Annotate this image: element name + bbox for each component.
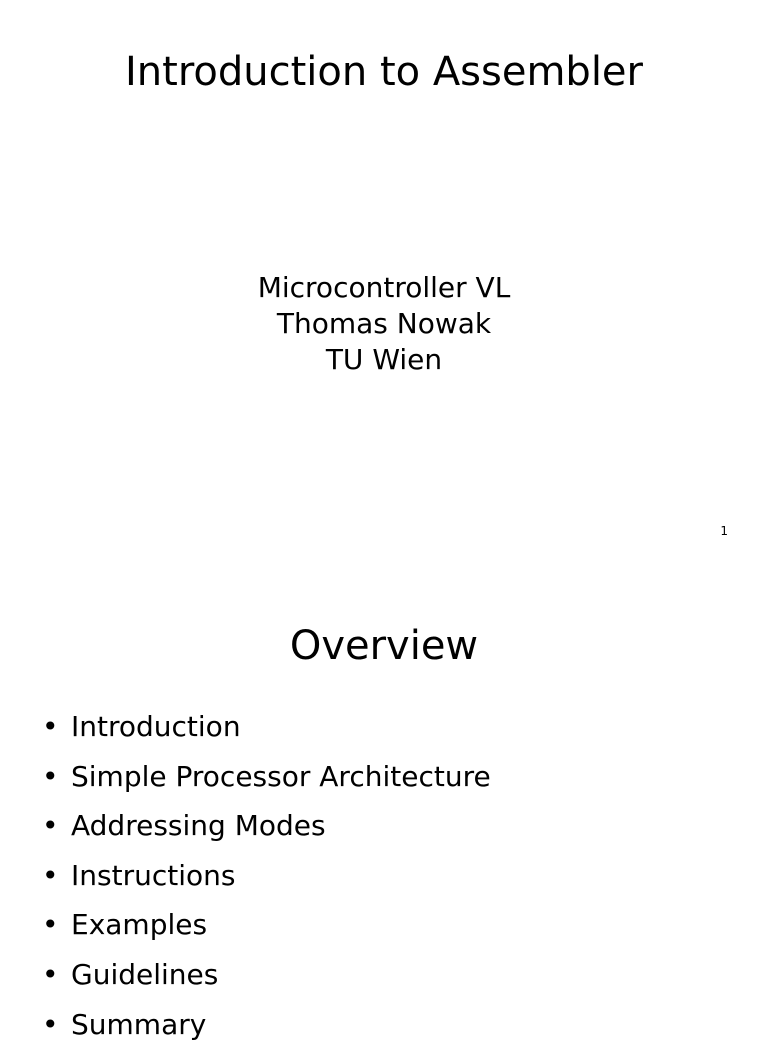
- slide-subtitle: [0, 270, 768, 378]
- bullet-text: Addressing Modes: [71, 809, 326, 843]
- slide-overview: [0, 576, 768, 1041]
- bullet-icon: •: [42, 710, 59, 743]
- bullet-icon: •: [42, 908, 59, 942]
- list-item: [42, 900, 491, 950]
- bullet-icon: •: [42, 1007, 59, 1041]
- subtitle-institution: TU Wien: [325, 343, 443, 376]
- list-item: [42, 851, 491, 901]
- bullet-icon: •: [42, 809, 59, 843]
- list-item: [42, 950, 491, 1000]
- list-item: [42, 801, 491, 851]
- page-number: 1: [720, 524, 728, 538]
- bullet-text: Summary: [71, 1007, 207, 1041]
- bullet-text: Examples: [71, 908, 208, 942]
- list-item: [42, 702, 491, 752]
- subtitle-course: Microcontroller VL: [257, 271, 511, 304]
- bullet-text: Introduction: [71, 710, 241, 743]
- overview-bullet-list: [42, 702, 491, 1049]
- list-item: [42, 752, 491, 802]
- bullet-icon: •: [42, 957, 59, 991]
- subtitle-author: Thomas Nowak: [276, 307, 492, 340]
- bullet-text: Instructions: [71, 858, 236, 892]
- overview-heading: Overview: [289, 623, 479, 669]
- bullet-text: Simple Processor Architecture: [71, 759, 491, 793]
- list-item: [42, 1000, 491, 1049]
- bullet-icon: •: [42, 759, 59, 793]
- slide-title-heading: Introduction to Assembler: [125, 49, 643, 95]
- bullet-text: Guidelines: [71, 957, 219, 991]
- bullet-icon: •: [42, 858, 59, 892]
